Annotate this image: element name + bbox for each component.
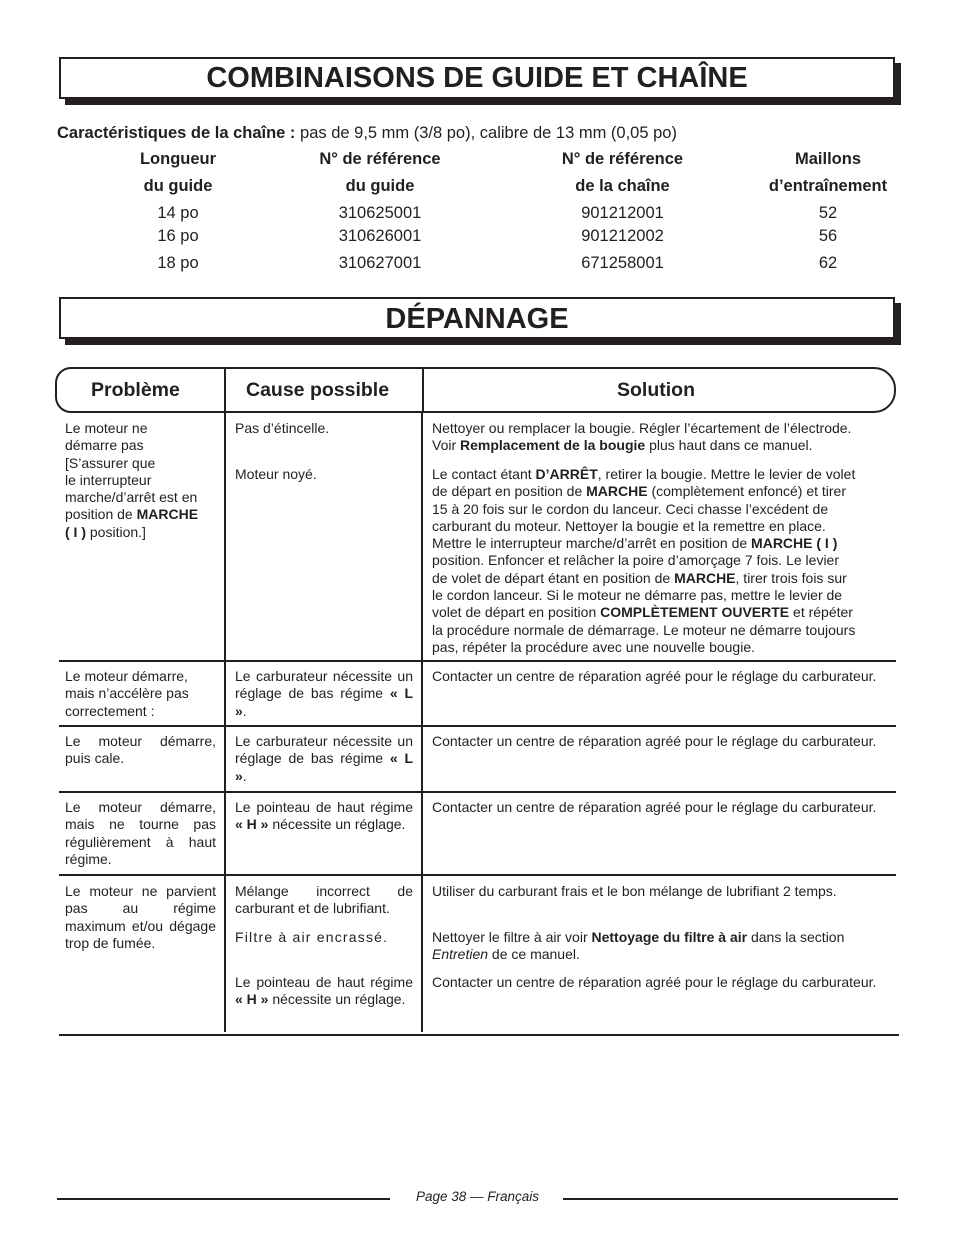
- problem-stalls: Le moteur démarre, puis cale.: [65, 733, 216, 767]
- header-solution: Solution: [617, 379, 695, 401]
- cause-low-speed: Le carburateur nécessite un réglage de bas régime « L ».: [235, 668, 414, 719]
- chain-specs-text: pas de 9,5 mm (3/8 po), calibre de 13 mm (0,05 po): [295, 124, 677, 142]
- chain-ref: 901212001: [581, 204, 664, 222]
- header-drive-links: Maillons: [794, 150, 861, 168]
- header-divider: [422, 369, 424, 411]
- header-guide-ref-2: du guide: [345, 177, 415, 195]
- troubleshooting-table-header: [55, 367, 896, 413]
- cause-low-speed: Le carburateur nécessite un réglage de bas régime « L ».: [235, 733, 414, 784]
- header-drive-links-2: d’entraînement: [768, 177, 888, 195]
- solution-line: 15 à 20 fois sur le cordon du lanceur. Ceci chasse l’excédent de: [432, 500, 829, 517]
- solution-repair-center: Contacter un centre de réparation agréé pour le réglage du carburateur.: [432, 668, 877, 684]
- solution-repair-center: Contacter un centre de réparation agréé pour le réglage du carburateur.: [432, 974, 877, 990]
- solution-line: Mettre le interrupteur marche/d’arrêt en position de MARCHE ( I ): [432, 535, 838, 552]
- problem-bold: ( I ): [65, 523, 86, 540]
- problem-line: position de MARCHE: [65, 506, 199, 523]
- solution-line: le cordon lanceur. Si le moteur ne démarre pas, mettre le levier de: [432, 587, 843, 604]
- solution-line: de volet de départ étant en position de MARCHE, tirer trois fois sur: [432, 569, 847, 586]
- cause-high-speed-needle: Le pointeau de haut régime « H » nécessite un réglage.: [235, 799, 413, 833]
- chain-table-header-line-2: [0, 177, 954, 201]
- drive-links: 56: [818, 227, 838, 245]
- solution-fresh-fuel: Utiliser du carburant frais et le bon mélange de lubrifiant 2 temps.: [432, 883, 837, 899]
- header-chain-ref: N° de référence: [561, 150, 684, 168]
- table-bottom-rule: [59, 1034, 899, 1036]
- header-problem: Problème: [91, 379, 180, 401]
- header-guide-length-2: du guide: [143, 177, 213, 195]
- header-guide-length: Longueur: [139, 150, 217, 168]
- footer-rule-left: [57, 1198, 390, 1200]
- solution-repair-center: Contacter un centre de réparation agréé pour le réglage du carburateur.: [432, 733, 877, 749]
- cause-fuel-mix: Mélange incorrect de carburant et de lubrifiant.: [235, 883, 413, 917]
- table-row: [0, 254, 954, 278]
- problem-no-start: [65, 420, 220, 541]
- section-title-troubleshooting: DÉPANNAGE: [59, 297, 895, 339]
- solution-line: la procédure normale de démarrage. Le moteur ne démarre toujours: [432, 621, 856, 638]
- cause-bold: « L »: [235, 750, 414, 784]
- guide-ref: 310625001: [338, 204, 422, 222]
- solution-line: position. Enfoncer et relâcher la poire d’amorçage 7 fois. Le levier: [432, 552, 839, 569]
- solution-bold: Remplacement de la bougie: [460, 437, 646, 454]
- header-guide-ref: N° de référence: [319, 150, 441, 168]
- chain-specs-label: Caractéristiques de la chaîne :: [57, 124, 296, 142]
- header-chain-ref-2: de la chaîne: [575, 177, 670, 195]
- solution-spark-plug: [432, 420, 892, 455]
- cause-bold: « H »: [235, 991, 269, 1008]
- problem-line: [S’assurer que: [65, 454, 156, 471]
- chain-ref: 901212002: [581, 227, 664, 245]
- solution-line: de départ en position de MARCHE (complètement enfoncé) et tirer: [432, 483, 846, 500]
- row-divider: [59, 874, 896, 876]
- guide-length: 14 po: [157, 204, 199, 222]
- guide-ref: 310626001: [338, 227, 422, 245]
- solution-repair-center: Contacter un centre de réparation agréé pour le réglage du carburateur.: [432, 799, 877, 815]
- guide-length: 16 po: [157, 227, 199, 245]
- guide-length: 18 po: [157, 254, 199, 272]
- solution-bold: Nettoyage du filtre à air: [591, 929, 748, 945]
- problem-line: ( I ) position.]: [65, 523, 146, 540]
- problem-line: démarre pas: [65, 437, 144, 454]
- footer-rule-right: [563, 1198, 898, 1200]
- cause-bold: « H »: [235, 816, 269, 833]
- problem-line: marche/d’arrêt est en: [65, 489, 198, 506]
- chain-table-header-line-1: [0, 150, 954, 174]
- drive-links: 62: [818, 254, 838, 272]
- cause-flooded: Moteur noyé.: [235, 466, 317, 482]
- row-divider: [59, 791, 896, 793]
- header-cause: Cause possible: [246, 379, 390, 401]
- row-divider: [59, 725, 896, 727]
- problem-line: Le moteur ne: [65, 420, 148, 436]
- cause-high-speed-needle: Le pointeau de haut régime « H » nécessite un réglage.: [235, 974, 413, 1008]
- solution-line: pas, répéter la procédure avec une nouvelle bougie.: [432, 638, 755, 655]
- solution-italic: Entretien: [432, 946, 489, 963]
- problem-bold: MARCHE: [136, 506, 199, 523]
- solution-line: Le contact étant D’ARRÊT, retirer la bougie. Mettre le levier de volet: [432, 466, 856, 482]
- column-divider: [224, 413, 226, 1032]
- solution-line: volet de départ en position COMPLÈTEMENT OUVERTE et répéter: [432, 604, 853, 621]
- chain-ref: 671258001: [581, 254, 664, 272]
- guide-ref: 310627001: [338, 254, 422, 272]
- problem-max-speed: Le moteur ne parvient pas au régime maximum et/ou dégage trop de fumée.: [65, 883, 216, 951]
- solution-clean-filter: Nettoyer le filtre à air voir Nettoyage du filtre à air dans la section Entretien de ce manuel.: [432, 929, 845, 963]
- cause-no-spark: Pas d’étincelle.: [235, 420, 330, 436]
- row-divider: [59, 660, 896, 662]
- problem-high-speed: Le moteur démarre, mais ne tourne pas régulièrement à haut régime.: [65, 799, 216, 867]
- page-footer: Page 38 — Français: [415, 1189, 540, 1204]
- chain-specs: [57, 124, 677, 143]
- problem-no-accel: Le moteur démarre, mais n’accélère pas correctement :: [65, 668, 189, 719]
- solution-flooded: [432, 466, 892, 656]
- cause-air-filter: Filtre à air encrassé.: [235, 929, 389, 945]
- drive-links: 52: [818, 204, 838, 222]
- table-row: [0, 227, 954, 251]
- solution-line: Nettoyer ou remplacer la bougie. Régler l’écartement de l’électrode.: [432, 420, 852, 436]
- solution-line: carburant du moteur. Nettoyer la bougie et la remettre en place.: [432, 517, 826, 534]
- solution-line: Voir Remplacement de la bougie plus haut dans ce manuel.: [432, 437, 813, 454]
- column-divider: [421, 413, 423, 1032]
- section-title-guide-chain: COMBINAISONS DE GUIDE ET CHAÎNE: [59, 57, 895, 99]
- problem-line: le interrupteur: [65, 471, 152, 488]
- header-divider: [224, 369, 226, 411]
- table-row: [0, 204, 954, 228]
- cause-bold: « L »: [235, 685, 414, 719]
